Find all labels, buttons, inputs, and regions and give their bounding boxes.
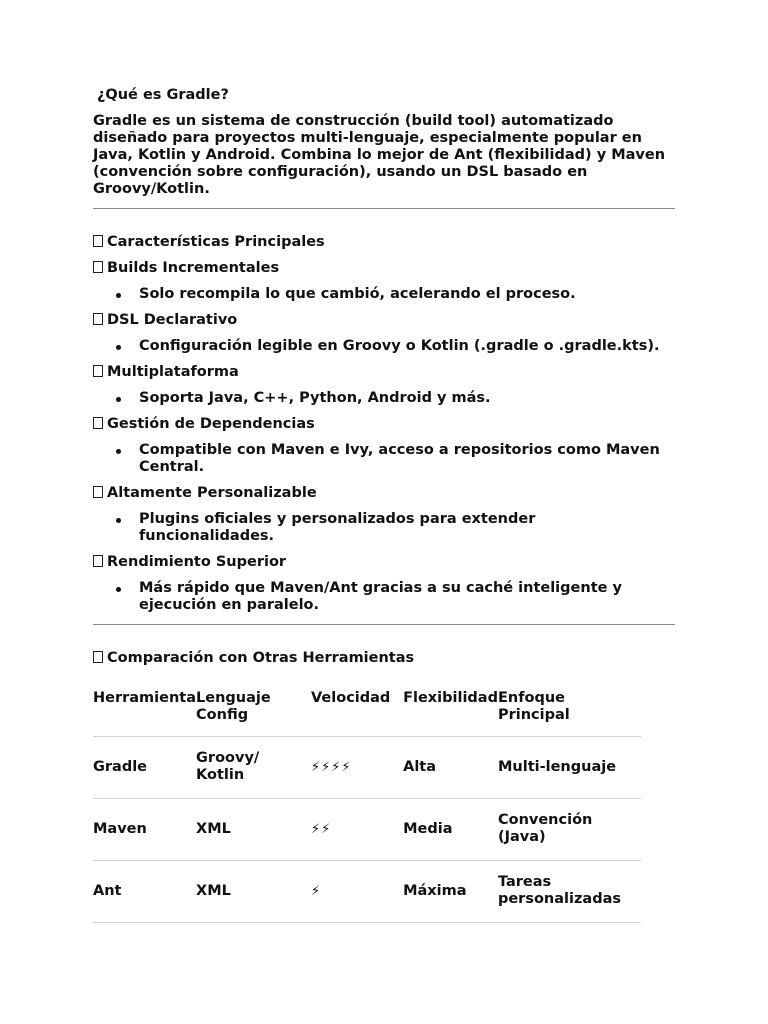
feature-title: Altamente Personalizable xyxy=(93,484,675,502)
table-cell: Convención (Java) xyxy=(497,812,593,845)
list-item: Soporta Java, C++, Python, Android y más. xyxy=(139,390,669,407)
table-cell: Groovy/ Kotlin xyxy=(196,750,260,783)
feature-block xyxy=(93,553,675,614)
features-heading: Características Principales xyxy=(93,233,675,251)
list-item: Plugins oficiales y personalizados para extender funcionalidades. xyxy=(139,511,669,545)
comparison-table xyxy=(93,682,641,923)
tofu-box-icon xyxy=(93,651,103,663)
intro-paragraph: Gradle es un sistema de construcción (build tool) automatizado diseñado para proyectos multi-lenguaje, especialmente popular en Java, Kotlin y Android. Combina lo mejor de Ant (flexibilidad) y Maven (convención sobre configuración), usando un DSL basado en Groovy/Kotlin. xyxy=(93,113,666,197)
table-cell: Alta xyxy=(403,758,437,775)
table-row xyxy=(93,860,641,922)
divider xyxy=(93,624,675,625)
tofu-box-icon xyxy=(93,235,103,247)
speed-rating: ⚡⚡ xyxy=(311,821,332,837)
speed-rating: ⚡⚡⚡⚡ xyxy=(311,759,352,775)
feature-title: Rendimiento Superior xyxy=(93,553,675,571)
table-cell: Multi-lenguaje xyxy=(497,758,617,775)
feature-list xyxy=(93,511,675,545)
column-header: Enfoque Principal xyxy=(497,690,570,723)
tofu-box-icon xyxy=(93,555,103,567)
feature-title: Builds Incrementales xyxy=(93,259,675,277)
list-item: Más rápido que Maven/Ant gracias a su caché inteligente y ejecución en paralelo. xyxy=(139,580,669,614)
column-header: Lenguaje Config xyxy=(196,690,271,723)
feature-title: Gestión de Dependencias xyxy=(93,415,675,433)
tofu-box-icon xyxy=(93,365,103,377)
feature-list xyxy=(93,580,675,614)
feature-list xyxy=(93,442,675,476)
feature-list xyxy=(93,390,675,407)
table-row xyxy=(93,736,641,798)
list-item: Solo recompila lo que cambió, acelerando el proceso. xyxy=(139,286,669,303)
table-cell: Ant xyxy=(93,882,122,899)
table-cell: XML xyxy=(196,820,231,837)
column-header: Herramienta xyxy=(93,690,197,706)
table-cell: Maven xyxy=(93,820,147,837)
column-header: Flexibilidad xyxy=(403,690,498,706)
document-page xyxy=(93,86,675,923)
list-item: Compatible con Maven e Ivy, acceso a repositorios como Maven Central. xyxy=(139,442,669,476)
table-cell: XML xyxy=(196,882,231,899)
comparison-heading: Comparación con Otras Herramientas xyxy=(93,649,675,667)
feature-list xyxy=(93,338,675,355)
tofu-box-icon xyxy=(93,313,103,325)
divider xyxy=(93,208,675,209)
table-cell: Gradle xyxy=(93,758,148,775)
speed-rating: ⚡ xyxy=(311,883,322,899)
page-title: ¿Qué es Gradle? xyxy=(97,87,229,103)
table-cell: Tareas personalizadas xyxy=(497,874,621,907)
tofu-box-icon xyxy=(93,417,103,429)
feature-title: DSL Declarativo xyxy=(93,311,675,329)
feature-block xyxy=(93,311,675,355)
tofu-box-icon xyxy=(93,261,103,273)
feature-block xyxy=(93,484,675,545)
table-row xyxy=(93,798,641,860)
table-cell: Media xyxy=(403,820,453,837)
list-item: Configuración legible en Groovy o Kotlin (.gradle o .gradle.kts). xyxy=(139,338,669,355)
feature-list xyxy=(93,286,675,303)
column-header: Velocidad xyxy=(311,690,391,706)
tofu-box-icon xyxy=(93,486,103,498)
feature-block xyxy=(93,415,675,476)
feature-title: Multiplataforma xyxy=(93,363,675,381)
table-cell: Máxima xyxy=(403,882,467,899)
feature-block xyxy=(93,363,675,407)
feature-block xyxy=(93,259,675,303)
table-header-row xyxy=(93,682,641,736)
